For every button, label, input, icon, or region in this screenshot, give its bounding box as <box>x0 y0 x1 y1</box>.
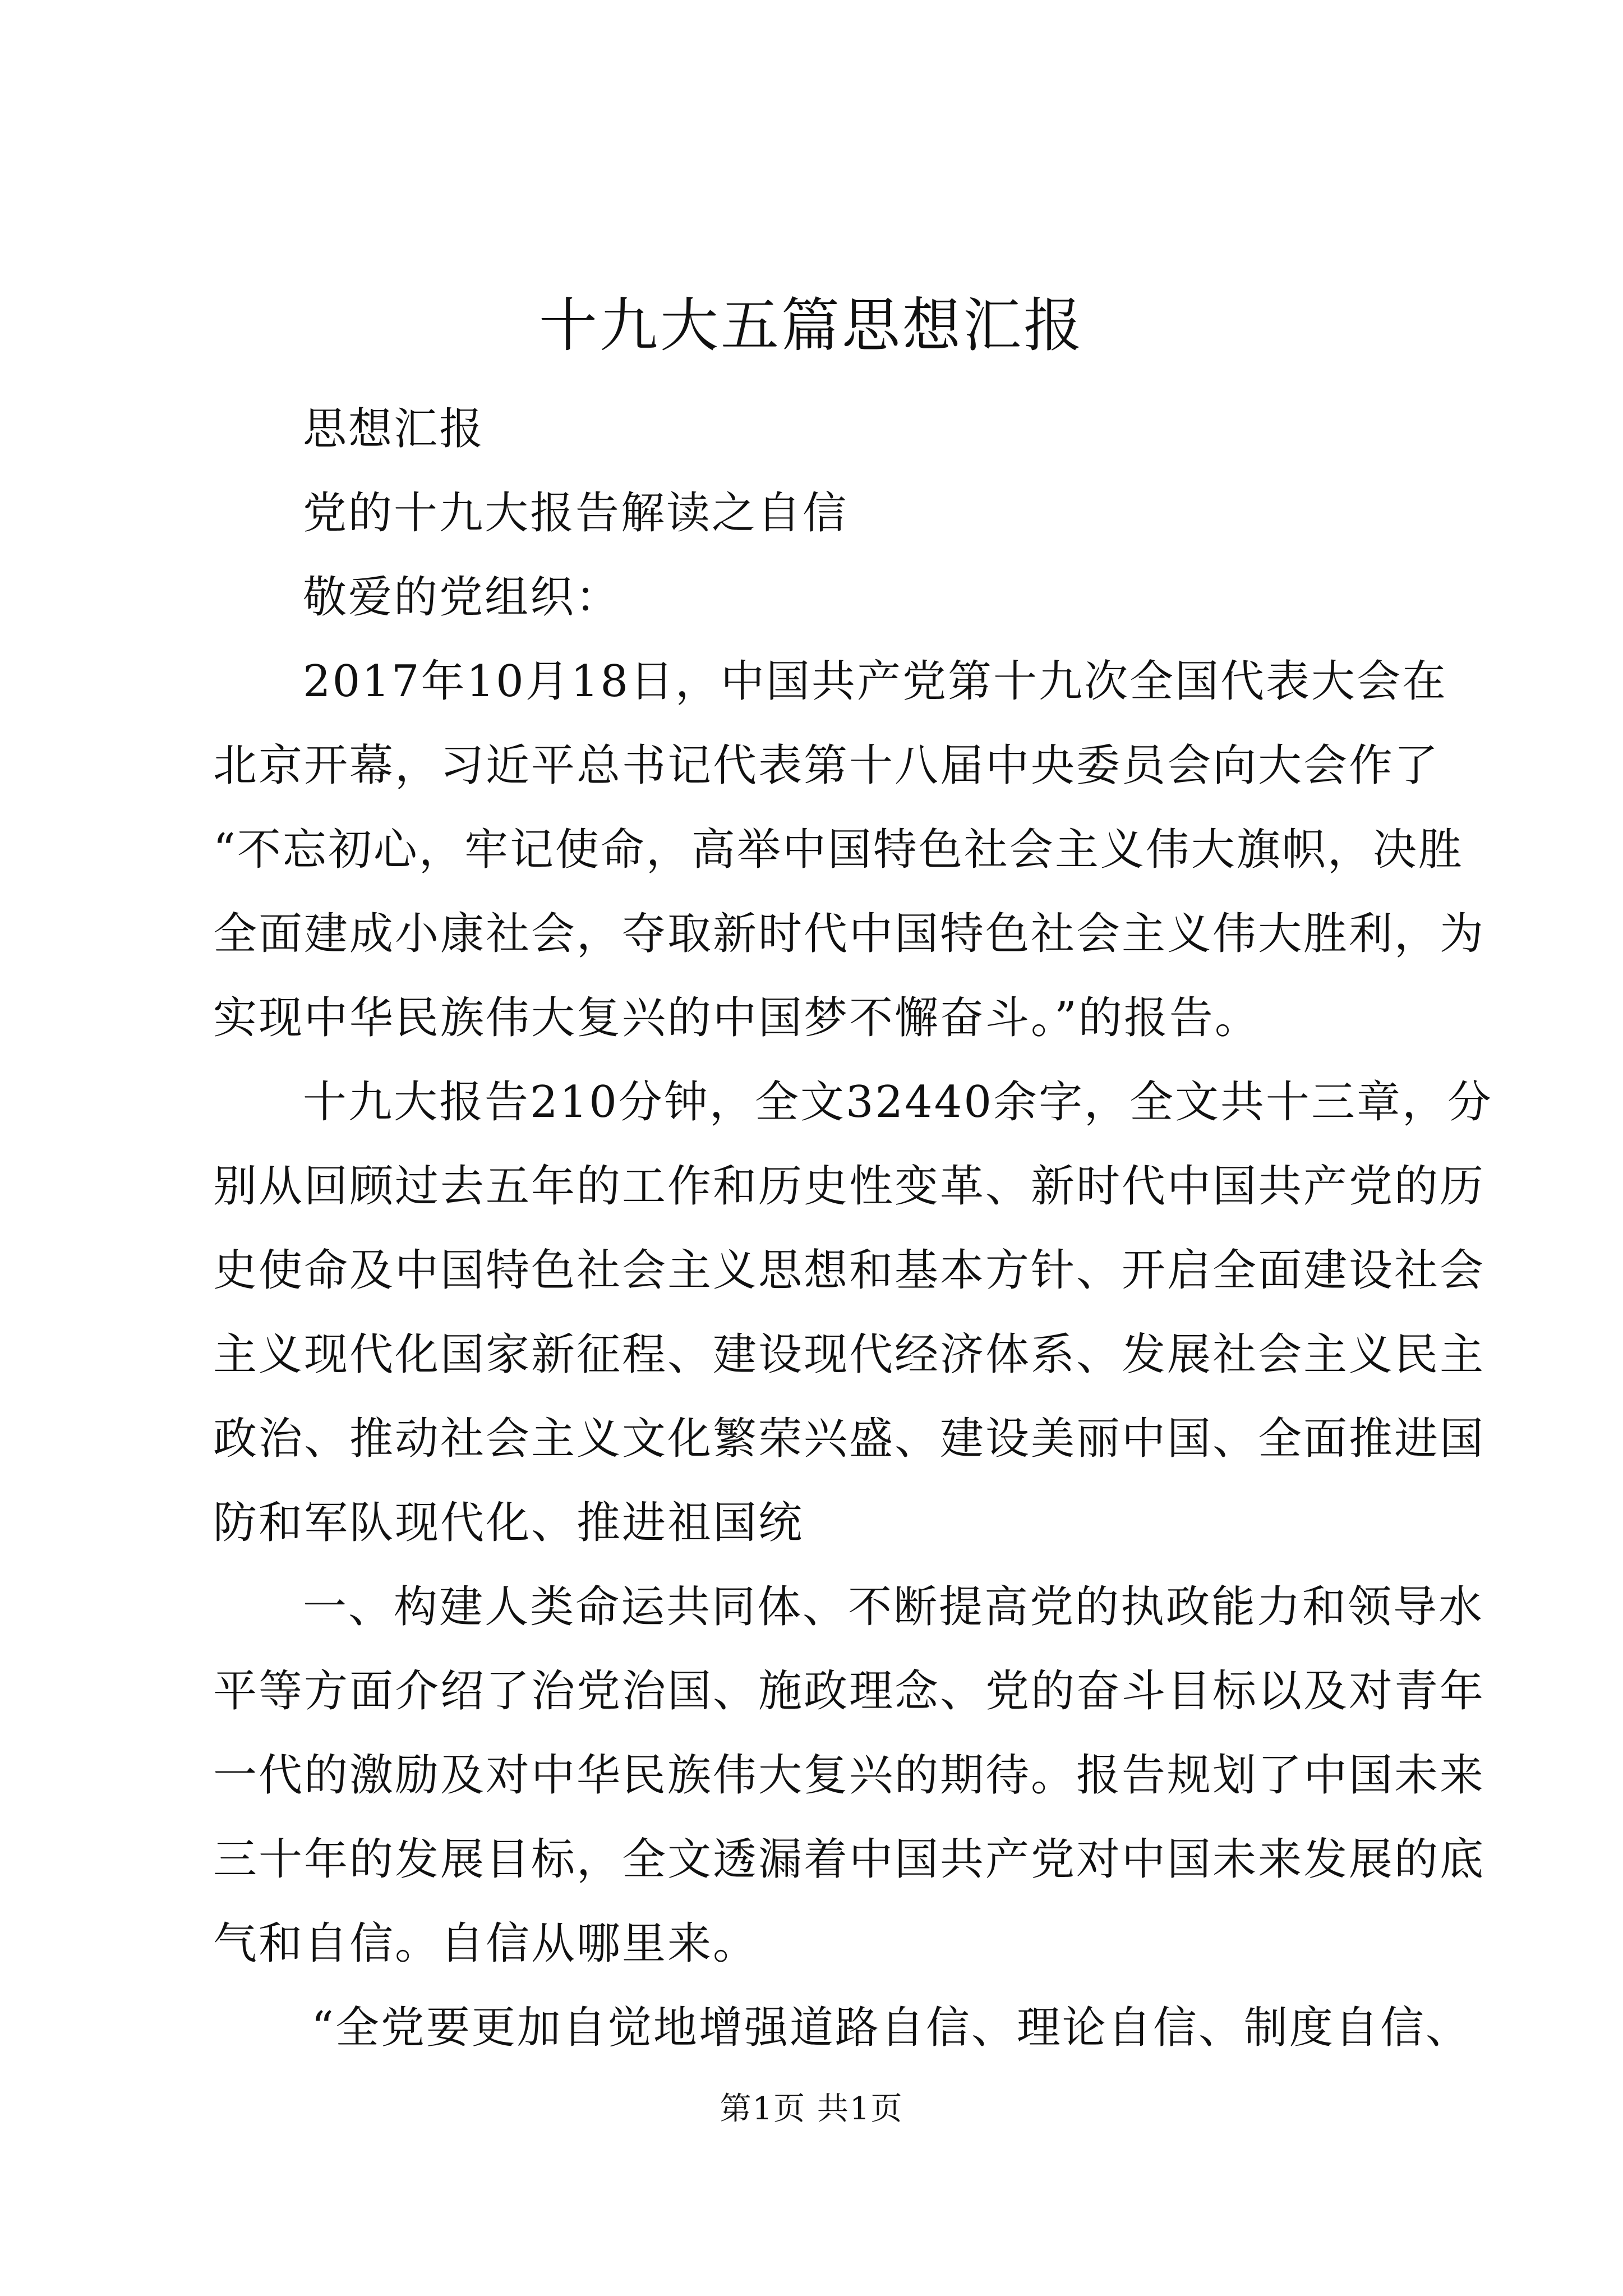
paragraph-line: 实现中华民族伟大复兴的中国梦不懈奋斗。”的报告。 <box>213 993 1260 1043</box>
page-footer: 第1页 共1页 <box>720 2091 903 2127</box>
document-title: 十九大五篇思想汇报 <box>538 291 1084 360</box>
paragraph-line: 党的十九大报告解读之自信 <box>303 488 849 539</box>
salutation: 敬爱的党组织： <box>303 572 621 623</box>
paragraph-line: 别从回顾过去五年的工作和历史性变革、新时代中国共产党的历 <box>213 1161 1486 1212</box>
document-body <box>213 387 1493 2070</box>
paragraph-line: “全党要更加自觉地增强道路自信、理论自信、制度自信、 <box>311 2003 1471 2053</box>
paragraph-line: 2017年10月18日，中国共产党第十九次全国代表大会在 <box>303 656 1448 707</box>
paragraph-line: 主义现代化国家新征程、建设现代经济体系、发展社会主义民主 <box>213 1329 1486 1380</box>
paragraph-line: 全面建成小康社会，夺取新时代中国特色社会主义伟大胜利，为 <box>213 909 1486 959</box>
paragraph-line: 思想汇报 <box>303 404 485 454</box>
paragraph-line: 北京开幕，习近平总书记代表第十八届中央委员会向大会作了 <box>213 740 1440 791</box>
paragraph-line: 气和自信。自信从哪里来。 <box>213 1918 759 1969</box>
paragraph-line: 三十年的发展目标，全文透漏着中国共产党对中国未来发展的底 <box>213 1834 1486 1885</box>
paragraph-line: 十九大报告210分钟，全文32440余字，全文共十三章，分 <box>303 1077 1493 1128</box>
paragraph-line: 史使命及中国特色社会主义思想和基本方针、开启全面建设社会 <box>213 1245 1486 1296</box>
paragraph-line: “不忘初心，牢记使命，高举中国特色社会主义伟大旗帜，决胜 <box>213 825 1464 875</box>
paragraph-line: 防和军队现代化、推进祖国统 <box>213 1498 804 1548</box>
paragraph-line: 一、构建人类命运共同体、不断提高党的执政能力和领导水 <box>303 1582 1484 1632</box>
paragraph-line: 政治、推动社会主义文化繁荣兴盛、建设美丽中国、全面推进国 <box>213 1414 1486 1464</box>
paragraph-line: 一代的激励及对中华民族伟大复兴的期待。报告规划了中国未来 <box>213 1750 1486 1801</box>
paragraph-line: 平等方面介绍了治党治国、施政理念、党的奋斗目标以及对青年 <box>213 1666 1486 1717</box>
